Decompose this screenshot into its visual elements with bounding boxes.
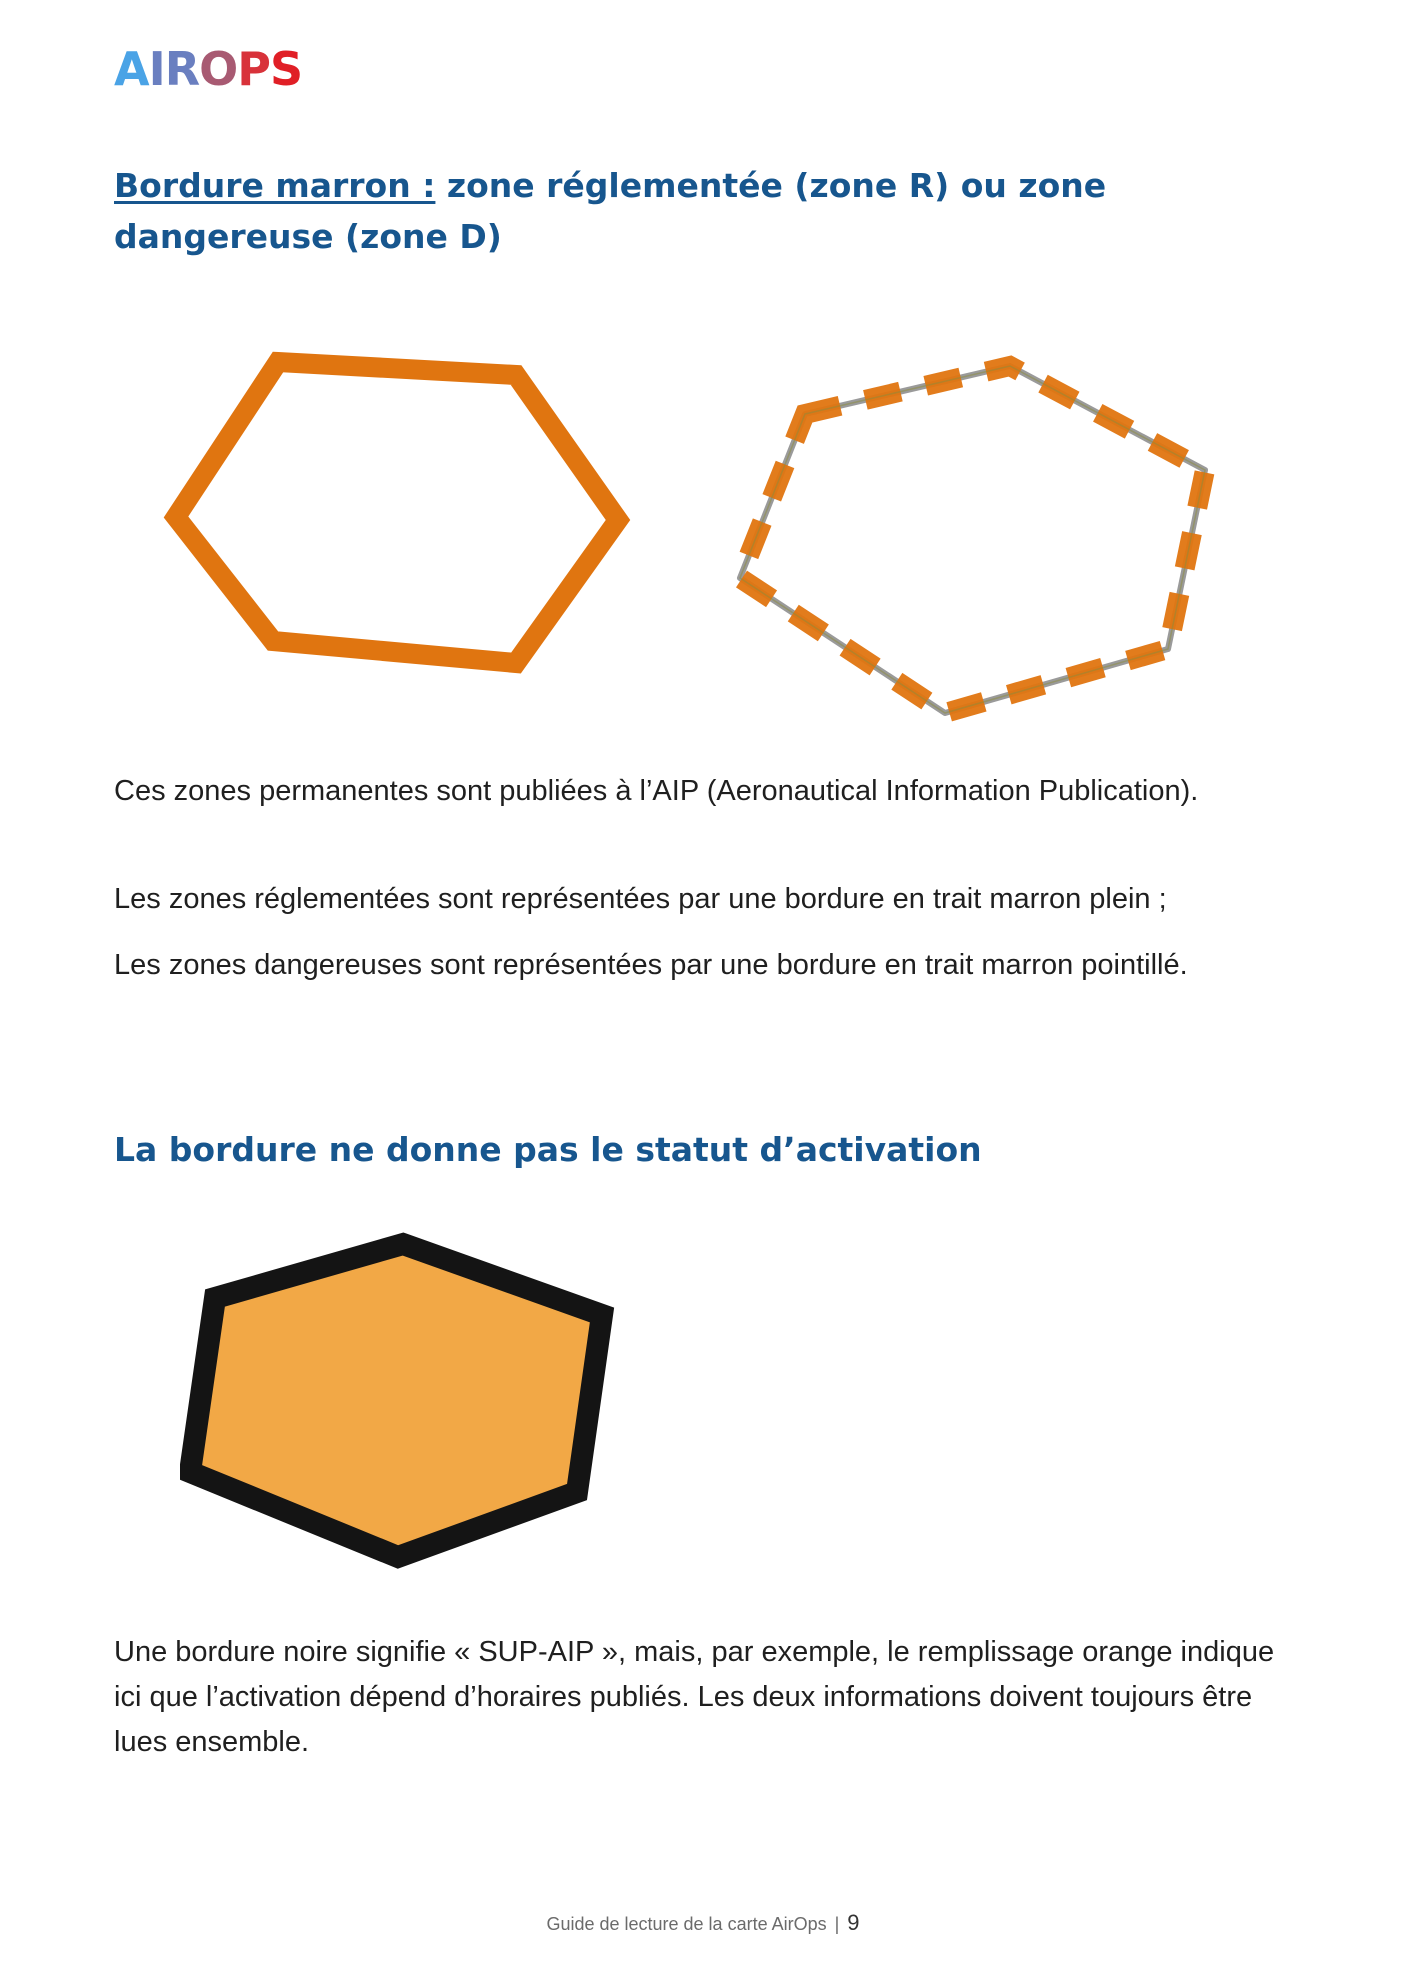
page-number: 9 [847,1910,860,1935]
dashed-brown-hexagon [740,366,1205,713]
logo-letter-a: A [114,42,149,96]
paragraph-danger-zones: Les zones dangereuses sont représentées par une bordure en trait marron pointillé. [114,949,1188,981]
page-footer [0,1910,1406,1936]
section-heading-brown-border [114,160,1294,262]
section-heading-activation: La bordure ne donne pas le statut d’activation [114,1130,982,1169]
sup-aip-hexagon-figure [180,1230,640,1610]
heading-underlined-part: Bordure marron : [114,166,436,205]
footer-separator: | [834,1914,840,1934]
dashed-border-hexagon-figure [725,352,1245,732]
logo-letters-ir: IR [148,42,200,96]
logo-letter-o: O [199,42,238,96]
paragraph-permanent-zones: Ces zones permanentes sont publiées à l’AIP (Aeronautical Information Publication). [114,775,1199,807]
logo-letter-p: P [237,42,270,96]
orange-filled-black-bordered-hexagon [190,1244,602,1557]
heading-rest: zone réglementée (zone R) ou zone dangereuse (zone D) [114,166,1107,256]
logo-letter-s: S [269,42,303,96]
solid-brown-hexagon [176,362,618,663]
paragraph-sup-aip: Une bordure noire signifie « SUP-AIP », mais, par exemple, le remplissage orange indique ici que l’activation dépend d’horaires publiés. Les deux informations doivent toujours être lues ensemble. [114,1636,1275,1758]
footer-title: Guide de lecture de la carte AirOps [546,1914,827,1934]
solid-border-hexagon-figure [160,345,640,690]
airops-logo [114,44,302,94]
paragraph-restricted-zones: Les zones réglementées sont représentées par une bordure en trait marron plein ; [114,883,1167,915]
